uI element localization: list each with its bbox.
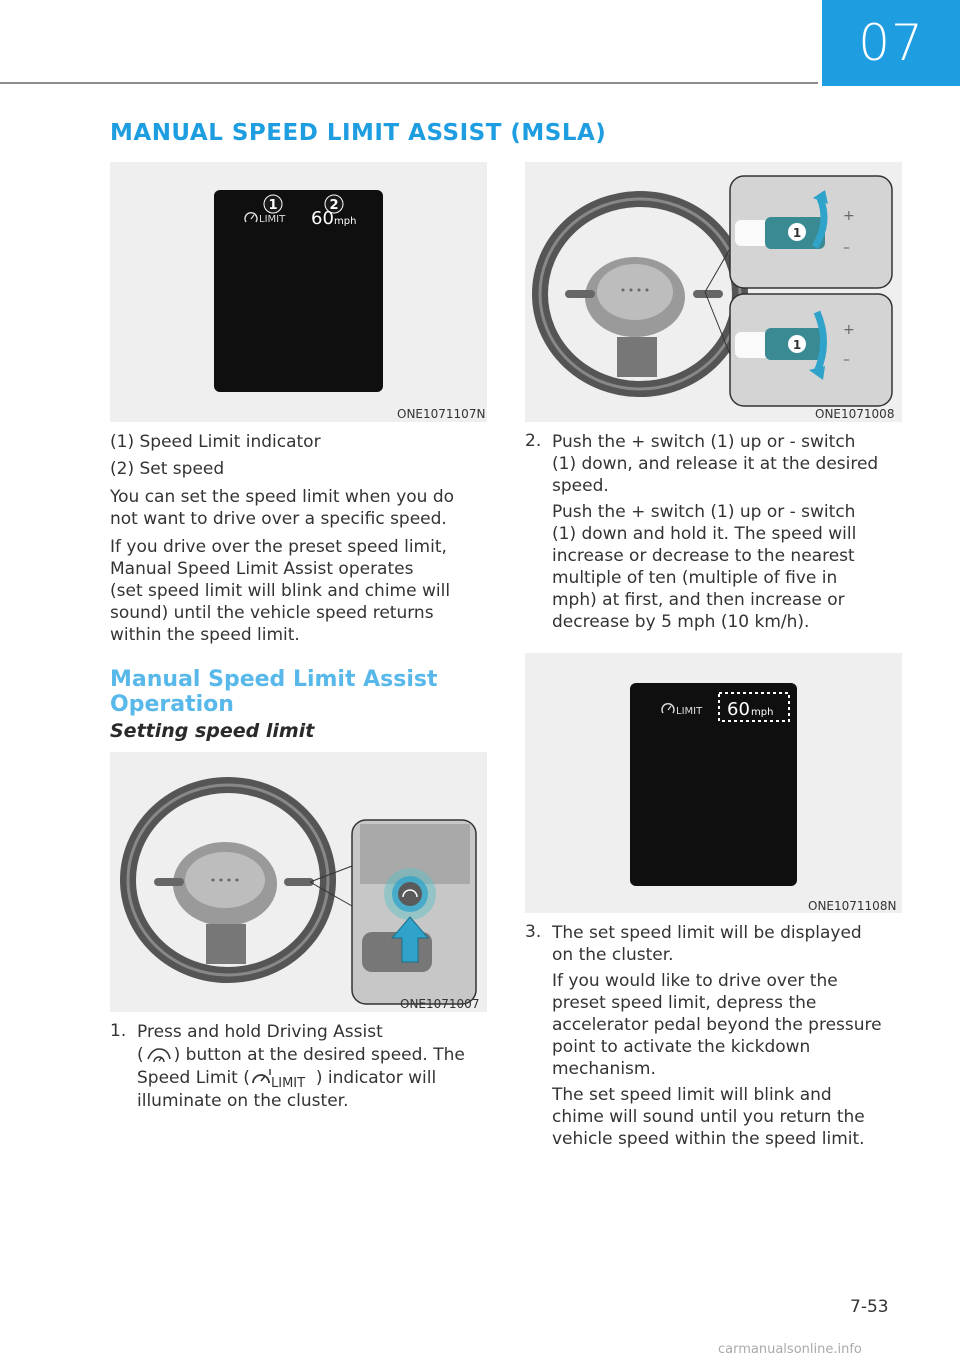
subsection-heading-line: Operation [110,692,234,717]
step-line: Press and hold Driving Assist [137,1022,383,1042]
step-line [137,1067,436,1089]
steering-lever-illustration [525,162,902,422]
step-line: Push the + switch (1) up or - switch [552,502,856,522]
speed-limit-icon [250,1067,316,1089]
step-line: multiple of ten (multiple of five in [552,568,838,588]
header-rule [0,82,818,84]
chapter-number: 07 [858,14,924,72]
step-number: 2. [525,431,542,451]
legend-item-2: (2) Set speed [110,459,225,479]
figure-cluster-display [110,162,487,422]
paragraph-line: (set speed limit will blink and chime will [110,581,451,601]
step-text: ( [137,1045,144,1065]
figure-steering-lever [525,162,902,422]
figure-code: ONE1071007 [400,997,480,1011]
paragraph-line: You can set the speed limit when you do [110,487,455,507]
step-number: 3. [525,922,542,942]
step-line: increase or decrease to the nearest [552,546,855,566]
step-text: ) button at the desired speed. The [173,1045,465,1065]
paragraph-line: Manual Speed Limit Assist operates [110,559,414,579]
page-number: 7-53 [850,1297,889,1317]
step-line: Push the + switch (1) up or - switch [552,432,856,452]
steering-button-illustration [110,752,487,1012]
driving-assist-icon [144,1045,174,1065]
subsection-heading-line: Manual Speed Limit Assist [110,667,438,692]
figure-cluster-set-speed [525,653,902,913]
set-speed-unit: mph [334,216,357,227]
step-line: point to activate the kickdown [552,1037,811,1057]
step-line: decrease by 5 mph (10 km/h). [552,612,810,632]
step-text: Speed Limit ( [137,1068,250,1088]
figure-code: ONE1071008 [815,407,895,421]
step-line: preset speed limit, depress the [552,993,817,1013]
svg-text:+: + [843,322,855,338]
step-line: The set speed limit will blink and [552,1085,832,1105]
paragraph-line: If you drive over the preset speed limit, [110,537,447,557]
icon-limit-text: LIMIT [270,1076,305,1089]
cluster-illustration [110,162,487,422]
figure-driving-assist-button [110,752,487,1012]
set-speed-value: 60 [727,699,750,720]
step-line: vehicle speed within the speed limit. [552,1129,865,1149]
figure-code: ONE1071107N [397,407,486,421]
svg-text:–: – [843,352,850,368]
step-line: mechanism. [552,1059,656,1079]
step-line: chime will sound until you return the [552,1107,865,1127]
cluster-set-speed-illustration [525,653,902,913]
step-line: illuminate on the cluster. [137,1091,349,1111]
lever-callout-down: 1 [792,338,802,352]
figure-code: ONE1071108N [808,899,897,913]
step-line: The set speed limit will be displayed [552,923,862,943]
lever-callout-up: 1 [792,226,802,240]
step-line: speed. [552,476,609,496]
set-speed-value: 60 [311,208,334,229]
step-line [137,1044,465,1066]
step-text: ) indicator will [315,1068,437,1088]
svg-text:+: + [843,208,855,224]
callout-1: 1 [268,198,278,213]
subsection-heading [110,667,438,717]
step-line: (1) down, and release it at the desired [552,454,879,474]
step-line: accelerator pedal beyond the pressure [552,1015,882,1035]
limit-label: LIMIT [259,214,286,225]
svg-text:–: – [843,240,850,256]
paragraph-line: sound) until the vehicle speed returns [110,603,434,623]
step-line: If you would like to drive over the [552,971,838,991]
chapter-tab [822,0,960,86]
step-line: mph) at first, and then increase or [552,590,845,610]
step-number: 1. [110,1021,127,1041]
sub-subheading: Setting speed limit [110,720,315,742]
step-line: (1) down and hold it. The speed will [552,524,857,544]
watermark: carmanualsonline.info [718,1342,862,1357]
callout-2: 2 [329,198,339,213]
step-line: on the cluster. [552,945,674,965]
section-title: MANUAL SPEED LIMIT ASSIST (MSLA) [110,120,607,146]
paragraph-line: not want to drive over a specific speed. [110,509,447,529]
limit-label: LIMIT [676,706,703,717]
legend-item-1: (1) Speed Limit indicator [110,432,321,452]
paragraph-line: within the speed limit. [110,625,300,645]
set-speed-unit: mph [751,707,774,718]
